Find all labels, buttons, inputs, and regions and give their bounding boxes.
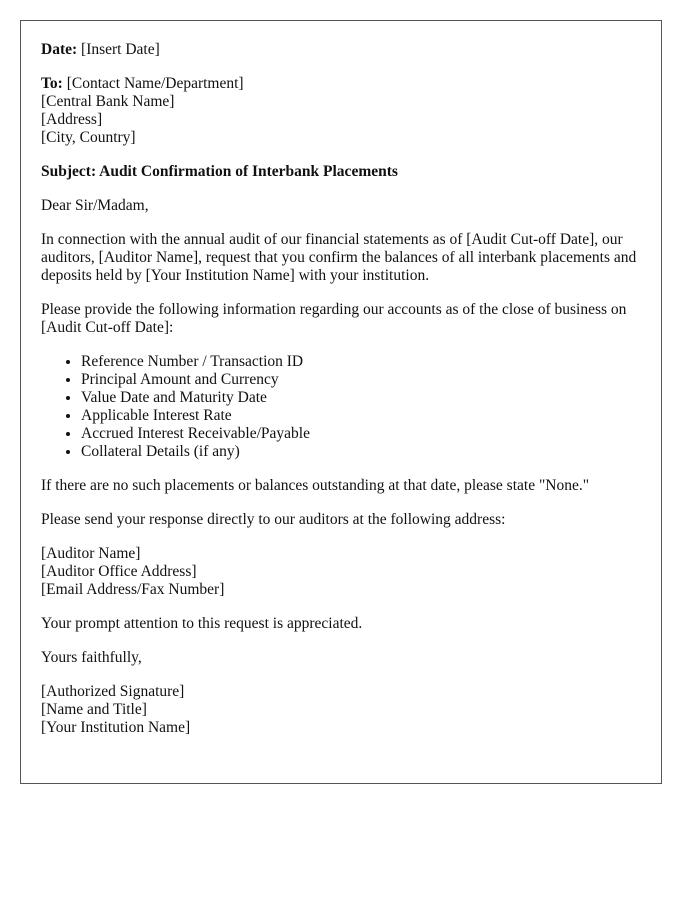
recipient-block <box>41 75 641 147</box>
recipient-address: [Address] <box>41 111 103 128</box>
list-item: • Accrued Interest Receivable/Payable <box>81 425 641 443</box>
recipient-city-country: [City, Country] <box>41 129 136 146</box>
letter-document <box>20 20 662 784</box>
signature-block <box>41 683 641 737</box>
closing: Yours faithfully, <box>41 649 142 666</box>
signer-institution: [Your Institution Name] <box>41 719 191 736</box>
requested-info-list <box>41 353 641 461</box>
list-item: • Principal Amount and Currency <box>81 371 641 389</box>
send-response-paragraph: Please send your response directly to our auditors at the following address: <box>41 511 506 528</box>
list-item: • Reference Number / Transaction ID <box>81 353 641 371</box>
signer-name-title: [Name and Title] <box>41 701 147 718</box>
auditor-name: [Auditor Name] <box>41 545 141 562</box>
list-item: • Applicable Interest Rate <box>81 407 641 425</box>
salutation: Dear Sir/Madam, <box>41 197 149 214</box>
authorized-signature: [Authorized Signature] <box>41 683 185 700</box>
to-value: [Contact Name/Department] <box>66 75 244 92</box>
date-value: [Insert Date] <box>81 41 160 58</box>
list-item: • Collateral Details (if any) <box>81 443 641 461</box>
no-balance-paragraph: If there are no such placements or balances outstanding at that date, please state "None." <box>41 477 590 494</box>
intro-paragraph: In connection with the annual audit of our financial statements as of [Audit Cut-off Date], our auditors, [Auditor Name], request that you confirm the balances of all interbank placements and deposits held by [Your Institution Name] with your institution. <box>41 231 637 284</box>
list-item: • Value Date and Maturity Date <box>81 389 641 407</box>
recipient-bank-name: [Central Bank Name] <box>41 93 175 110</box>
to-label: To: <box>41 75 63 92</box>
appreciation-paragraph: Your prompt attention to this request is appreciated. <box>41 615 363 632</box>
auditor-address-block <box>41 545 641 599</box>
auditor-office-address: [Auditor Office Address] <box>41 563 197 580</box>
request-paragraph: Please provide the following information regarding our accounts as of the close of business on [Audit Cut-off Date]: <box>41 301 627 336</box>
subject-line: Subject: Audit Confirmation of Interbank Placements <box>41 163 398 180</box>
date-label: Date: <box>41 41 78 58</box>
date-line <box>41 41 641 59</box>
recipient-to-line <box>41 75 641 93</box>
auditor-email-fax: [Email Address/Fax Number] <box>41 581 225 598</box>
